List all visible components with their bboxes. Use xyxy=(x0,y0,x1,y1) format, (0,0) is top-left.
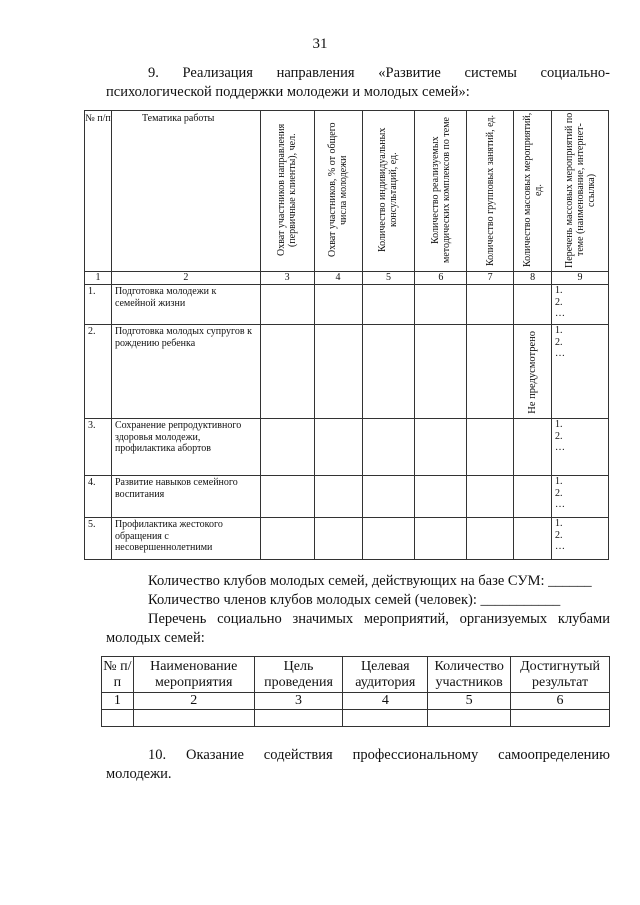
empty-cell xyxy=(314,518,362,560)
table-row xyxy=(85,419,609,476)
empty-cell xyxy=(467,285,514,325)
empty-cell xyxy=(314,285,362,325)
empty-cell xyxy=(314,325,362,419)
table-row xyxy=(85,476,609,518)
row-topic: Профилактика жестокого обращения с несовершеннолетними xyxy=(111,518,260,560)
events-list: 1. 2. … xyxy=(552,285,609,325)
row-number: 1. xyxy=(85,285,112,325)
header-target-audience: Целевая аудитория xyxy=(343,657,428,693)
work-topics-table xyxy=(84,110,609,560)
events-list: 1. 2. … xyxy=(552,476,609,518)
empty-cell xyxy=(260,419,314,476)
empty-cell xyxy=(511,710,610,727)
header-no: № п/п xyxy=(85,111,112,272)
empty-cell xyxy=(133,710,254,727)
empty-cell xyxy=(467,325,514,419)
header-coverage-percent: Охват участников, % от общего числа молодежи xyxy=(314,111,362,272)
row-number: 3. xyxy=(85,419,112,476)
empty-cell xyxy=(102,710,134,727)
empty-cell xyxy=(260,325,314,419)
empty-cell xyxy=(415,476,467,518)
header-individual-consultations: Количество индивидуальных консультаций, ед. xyxy=(362,111,415,272)
table-row xyxy=(85,285,609,325)
empty-cell xyxy=(343,710,428,727)
row-topic: Сохранение репродуктивного здоровья молодежи, профилактика абортов xyxy=(111,419,260,476)
clubs-events-line2: молодых семей: xyxy=(106,630,205,646)
section9-heading-line1: 9. Реализация направления «Развитие системы социально- xyxy=(148,65,610,81)
header-group-sessions: Количество групповых занятий, ед. xyxy=(467,111,514,272)
club-events-table xyxy=(101,656,610,727)
col-number: 2 xyxy=(133,693,254,710)
col-number: 3 xyxy=(254,693,343,710)
clubs-count-line: Количество клубов молодых семей, действующих на базе СУМ: ______ xyxy=(148,573,592,589)
header-event-name: Наименование мероприятия xyxy=(133,657,254,693)
empty-cell xyxy=(415,285,467,325)
col-number: 9 xyxy=(552,272,609,285)
empty-cell xyxy=(514,419,552,476)
empty-cell xyxy=(314,419,362,476)
table-row xyxy=(85,325,609,419)
events-list: 1. 2. … xyxy=(552,518,609,560)
empty-cell xyxy=(467,419,514,476)
empty-cell xyxy=(467,518,514,560)
events-list: 1. 2. … xyxy=(552,325,609,419)
empty-cell xyxy=(260,518,314,560)
empty-cell xyxy=(415,325,467,419)
page-number: 31 xyxy=(312,36,328,52)
empty-cell xyxy=(514,518,552,560)
empty-cell xyxy=(362,325,415,419)
header-topic: Тематика работы xyxy=(111,111,260,272)
col-number: 1 xyxy=(85,272,112,285)
section9-heading-line2: психологической поддержки молодежи и молодых семей»: xyxy=(106,84,470,100)
empty-cell xyxy=(514,285,552,325)
header-purpose: Цель проведения xyxy=(254,657,343,693)
col-number: 5 xyxy=(428,693,511,710)
empty-cell xyxy=(467,476,514,518)
row-topic: Подготовка молодых супругов к рождению ребенка xyxy=(111,325,260,419)
col-number: 1 xyxy=(102,693,134,710)
empty-cell xyxy=(362,476,415,518)
header-mass-events: Количество массовых мероприятий, ед. xyxy=(514,111,552,272)
row-topic: Подготовка молодежи к семейной жизни xyxy=(111,285,260,325)
section10-heading-line1: 10. Оказание содействия профессиональному самоопределению xyxy=(148,747,610,763)
empty-cell xyxy=(428,710,511,727)
clubs-events-line1: Перечень социально значимых мероприятий, организуемых клубами xyxy=(148,611,610,627)
header-method-complexes: Количество реализуемых методических комплексов по теме xyxy=(415,111,467,272)
empty-cell xyxy=(362,285,415,325)
col-number: 4 xyxy=(343,693,428,710)
empty-cell xyxy=(362,419,415,476)
header-participants: Количество участников xyxy=(428,657,511,693)
row-number: 5. xyxy=(85,518,112,560)
col-number: 7 xyxy=(467,272,514,285)
not-provided-cell: Не предусмотрено xyxy=(514,325,552,419)
row-topic: Развитие навыков семейного воспитания xyxy=(111,476,260,518)
col-number: 2 xyxy=(111,272,260,285)
col-number: 5 xyxy=(362,272,415,285)
clubs-members-line: Количество членов клубов молодых семей (человек): ___________ xyxy=(148,592,561,608)
col-number: 3 xyxy=(260,272,314,285)
empty-cell xyxy=(415,419,467,476)
section10-heading-line2: молодежи. xyxy=(106,766,172,782)
empty-cell xyxy=(314,476,362,518)
events-list: 1. 2. … xyxy=(552,419,609,476)
empty-cell xyxy=(514,476,552,518)
empty-cell xyxy=(362,518,415,560)
col-number: 6 xyxy=(511,693,610,710)
table-row xyxy=(85,518,609,560)
header-result: Достигнутый результат xyxy=(511,657,610,693)
header-mass-events-list: Перечень массовых мероприятий по теме (наименование, интернет-ссылка) xyxy=(552,111,609,272)
empty-cell xyxy=(254,710,343,727)
table-row xyxy=(102,710,610,727)
header-no: № п/п xyxy=(102,657,134,693)
col-number: 8 xyxy=(514,272,552,285)
empty-cell xyxy=(260,285,314,325)
row-number: 4. xyxy=(85,476,112,518)
col-number: 6 xyxy=(415,272,467,285)
col-number: 4 xyxy=(314,272,362,285)
row-number: 2. xyxy=(85,325,112,419)
empty-cell xyxy=(260,476,314,518)
header-coverage: Охват участников направления (первичные клиенты), чел. xyxy=(260,111,314,272)
empty-cell xyxy=(415,518,467,560)
